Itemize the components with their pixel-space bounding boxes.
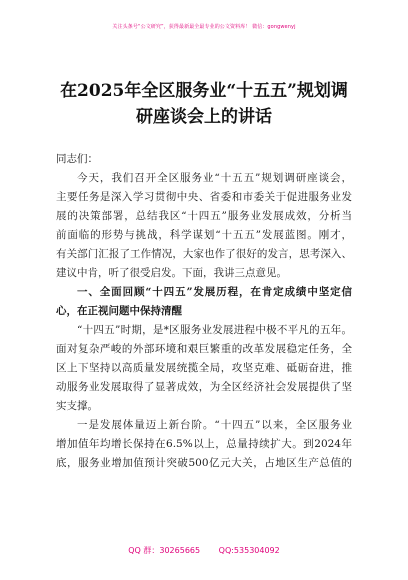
title-line-1: 在2025年全区服务业“十五五”规划调 — [60, 81, 348, 101]
document-body — [56, 150, 352, 473]
section-heading-1-cont: 心，在正视问题中保持清醒 — [56, 305, 182, 317]
footer-qq: QQ:535304092 — [218, 546, 280, 555]
header-note: 关注头条号“公文研究”，获得最新最全最专业的公文资料库！ 微信：gongwenyj — [112, 24, 296, 30]
salutation: 同志们： — [56, 153, 98, 165]
section-heading-1: 一、全面回顾“十四五”发展历程，在肯定成绩中坚定信 — [77, 286, 352, 298]
body-line: 动服务业发展取得了显著成效，为全区经济社会发展提供了坚 — [56, 381, 352, 393]
document-title — [40, 78, 368, 130]
footer-qq-group: QQ 群：30265665 — [128, 546, 201, 555]
body-line: 区上下坚持以高质量发展统揽全局，攻坚克难、砥砺奋进，推 — [56, 362, 352, 374]
body-line: 展的决策部署，总结我区“十四五”服务业发展成效，分析当 — [56, 210, 352, 222]
body-line: “十四五”时期，是*区服务业发展进程中极不平凡的五年。 — [77, 324, 352, 336]
footer — [0, 545, 408, 556]
body-line: 主要任务是深入学习贯彻中央、省委和市委关于促进服务业发 — [56, 191, 352, 203]
body-line: 前面临的形势与挑战，科学谋划“十五五”发展蓝图。刚才， — [56, 229, 352, 241]
body-line: 底，服务业增加值预计突破500亿元大关，占地区生产总值的 — [56, 457, 352, 469]
body-line: 面对复杂严峻的外部环境和艰巨繁重的改革发展稳定任务，全 — [56, 343, 352, 355]
body-line: 一是发展体量迈上新台阶。“十四五”以来，全区服务业 — [77, 419, 352, 431]
title-line-2: 研座谈会上的讲话 — [136, 107, 272, 127]
body-line: 建议中肯，听了很受启发。下面，我讲三点意见。 — [56, 267, 287, 279]
body-line: 今天，我们召开全区服务业“十五五”规划调研座谈会， — [77, 172, 352, 184]
body-line: 有关部门汇报了工作情况，大家也作了很好的发言，思考深入、 — [56, 248, 352, 260]
body-line: 实支撑。 — [56, 400, 98, 412]
body-line: 增加值年均增长保持在6.5%以上，总量持续扩大。到2024年 — [56, 438, 352, 450]
